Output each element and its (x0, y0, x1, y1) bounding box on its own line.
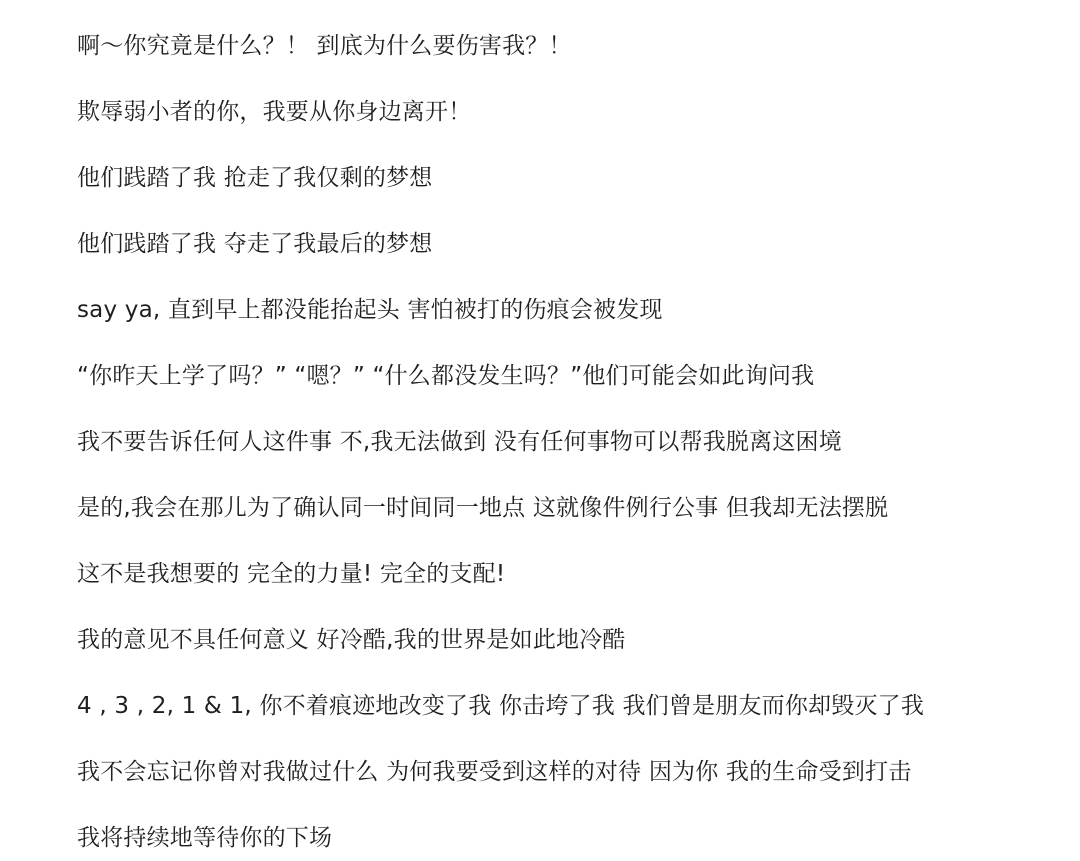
lyric-line-10: 我的意见不具任何意义 好冷酷,我的世界是如此地冷酷 (77, 627, 626, 653)
lyric-line-9: 这不是我想要的 完全的力量! 完全的支配! (77, 561, 506, 587)
lyric-line-12: 我不会忘记你曾对我做过什么 为何我要受到这样的对待 因为你 我的生命受到打击 (77, 759, 912, 785)
lyric-line-2: 欺辱弱小者的你，我要从你身边离开！ (77, 99, 472, 125)
lyric-line-4: 他们践踏了我 夺走了我最后的梦想 (77, 231, 433, 257)
lyric-line-1: 啊～你究竟是什么？！ 到底为什么要伤害我？！ (77, 33, 572, 59)
lyric-line-5: say ya, 直到早上都没能抬起头 害怕被打的伤痕会被发现 (77, 297, 663, 323)
lyric-line-6: “你昨天上学了吗？” “嗯？” “什么都没发生吗？”他们可能会如此询问我 (77, 363, 815, 389)
lyric-line-7: 我不要告诉任何人这件事 不,我无法做到 没有任何事物可以帮我脱离这困境 (77, 429, 842, 455)
lyric-line-8: 是的,我会在那儿为了确认同一时间同一地点 这就像件例行公事 但我却无法摆脱 (77, 495, 889, 521)
lyric-line-13: 我将持续地等待你的下场 (77, 825, 333, 851)
lyric-line-3: 他们践踏了我 抢走了我仅剩的梦想 (77, 165, 433, 191)
lyric-line-11: 4 , 3 , 2, 1 & 1, 你不着痕迹地改变了我 你击垮了我 我们曾是朋友而你却毁灭了我 (77, 693, 925, 719)
